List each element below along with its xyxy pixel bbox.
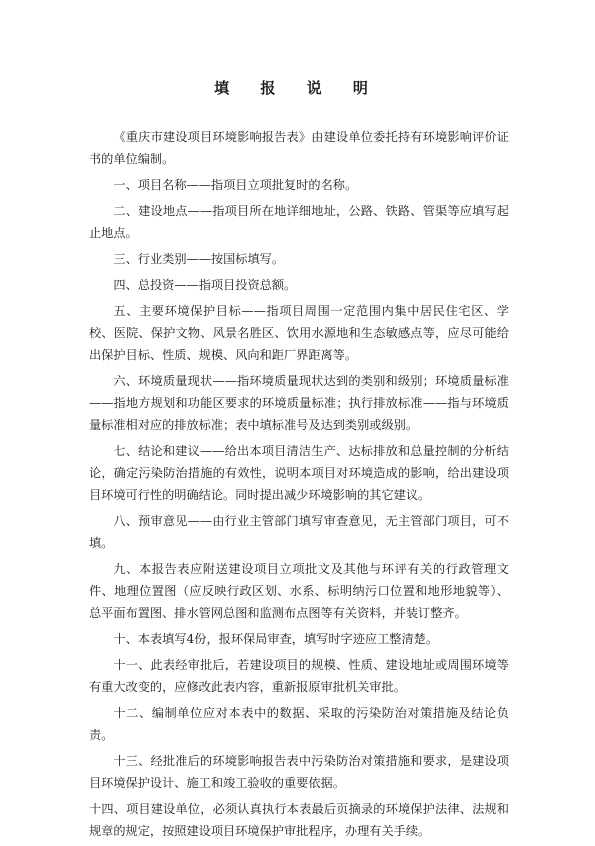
paragraph-item-14: 十四、项目建设单位，必须认真执行本表最后页摘录的环境保护法律、法规和规章的规定，按照建设项目环境保护审批程序，办理有关手续。 <box>89 802 509 838</box>
paragraph-intro: 《重庆市建设项目环境影响报告表》由建设单位委托持有环境影响评价证书的单位编制。 <box>89 130 509 166</box>
paragraph-item-7: 七、结论和建议——给出本项目清洁生产、达标排放和总量控制的分析结论，确定污染防治措施的有效性，说明本项目对环境造成的影响，给出建设项目环境可行性的明确结论。同时提出减少环境影响的其它建议。 <box>89 444 509 502</box>
paragraph-item-8: 八、预审意见——由行业主管部门填写审查意见，无主管部门项目，可不填。 <box>89 514 509 550</box>
paragraph-item-5: 五、主要环境保护目标——指项目周围一定范围内集中居民住宅区、学校、医院、保护文物、风景名胜区、饮用水源地和生态敏感点等，应尽可能给出保护目标、性质、规模、风向和距厂界距离等。 <box>89 304 509 362</box>
instructions-body <box>89 126 509 846</box>
paragraph-item-4: 四、总投资——指项目投资总额。 <box>113 278 297 292</box>
paragraph-item-11: 十一、此表经审批后，若建设项目的规模、性质、建设地址或周围环境等有重大改变的，应修改此表内容，重新报原审批机关审批。 <box>89 658 509 694</box>
paragraph-item-6: 六、环境质量现状——指环境质量现状达到的类别和级别；环境质量标准——指地方规划和功能区要求的环境质量标准；执行排放标准——指与环境质量标准相对应的排放标准；表中填标准号及达到类别或级别。 <box>89 374 509 432</box>
paragraph-item-9: 九、本报告表应附送建设项目立项批文及其他与环评有关的行政管理文件、地理位置图（应反映行政区划、水系、标明纳污口位置和地形地貌等）、总平面布置图、排水管网总图和监测布点图等有关资料，并装订整齐。 <box>89 562 509 620</box>
paragraph-item-1: 一、项目名称——指项目立项批复时的名称。 <box>113 178 358 192</box>
paragraph-item-2: 二、建设地点——指项目所在地详细地址，公路、铁路、管渠等应填写起止地点。 <box>89 204 509 240</box>
paragraph-item-13: 十三、经批准后的环境影响报告表中污染防治对策措施和要求，是建设项目环境保护设计、施工和竣工验收的重要依据。 <box>89 754 509 790</box>
page-title: 填 报 说 明 <box>214 79 381 97</box>
paragraph-item-10: 十、本表填写4份，报环保局审查，填写时字迹应工整清楚。 <box>113 632 439 646</box>
paragraph-item-12: 十二、编制单位应对本表中的数据、采取的污染防治对策措施及结论负责。 <box>89 706 509 742</box>
paragraph-item-3: 三、行业类别——按国标填写。 <box>113 252 285 266</box>
